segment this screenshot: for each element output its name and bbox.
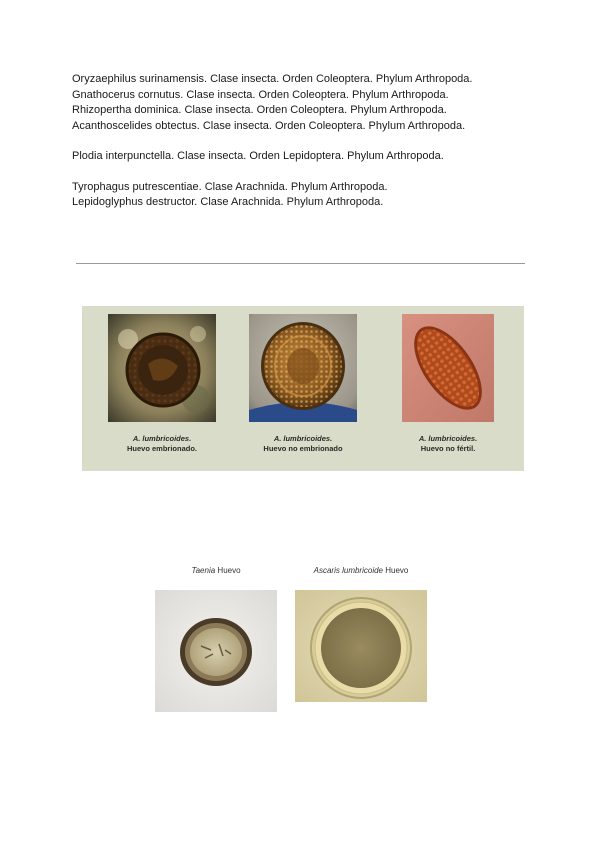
taenia-egg-label: Huevo	[217, 566, 241, 575]
egg-figure-embryonated	[108, 314, 216, 454]
embryonated-egg-photo	[108, 314, 216, 422]
ascaris-egg-photo	[295, 590, 427, 702]
ascaris-caption	[295, 566, 427, 576]
ascaris-eggs-figure	[82, 306, 524, 471]
egg-species-label: A. lumbricoides.	[132, 434, 192, 443]
not-embryonated-egg-photo	[249, 314, 357, 422]
taenia-species: Taenia	[191, 566, 216, 575]
species-line: Gnathocerus cornutus. Clase insecta. Orden Coleoptera. Phylum Arthropoda.	[72, 88, 449, 101]
taenia-egg-figure	[155, 566, 277, 717]
species-line: Plodia interpunctella. Clase insecta. Orden Lepidoptera. Phylum Arthropoda.	[72, 150, 444, 162]
egg-figure-not-fertile	[394, 314, 502, 454]
species-line: Rhizopertha dominica. Clase insecta. Orden Coleoptera. Phylum Arthropoda.	[72, 104, 447, 116]
ascaris-egg-label: Huevo	[385, 566, 409, 575]
egg-species-label: A. lumbricoides.	[273, 434, 333, 443]
ascaris-egg-figure	[295, 566, 427, 707]
ascaris-species: Ascaris lumbricoide	[313, 566, 383, 575]
horizontal-divider	[76, 263, 525, 264]
egg-type-label: Huevo no embrionado	[263, 444, 343, 453]
egg-species-label: A. lumbricoides.	[418, 434, 478, 443]
species-line: Tyrophagus putrescentiae. Clase Arachnida. Phylum Arthropoda.	[72, 180, 388, 193]
species-line: Oryzaephilus surinamensis. Clase insecta. Orden Coleoptera. Phylum Arthropoda.	[72, 73, 473, 85]
taenia-egg-photo	[155, 590, 277, 712]
egg-type-label: Huevo embrionado.	[126, 444, 197, 453]
not-fertile-egg-photo	[402, 314, 494, 422]
egg-figure-not-embryonated	[249, 314, 357, 454]
species-list	[72, 72, 542, 211]
species-line: Acanthoscelides obtectus. Clase insecta. Orden Coleoptera. Phylum Arthropoda.	[72, 119, 466, 132]
taenia-caption	[155, 566, 277, 576]
species-line: Lepidoglyphus destructor. Clase Arachnida. Phylum Arthropoda.	[72, 196, 384, 208]
egg-type-label: Huevo no fértil.	[420, 444, 476, 453]
